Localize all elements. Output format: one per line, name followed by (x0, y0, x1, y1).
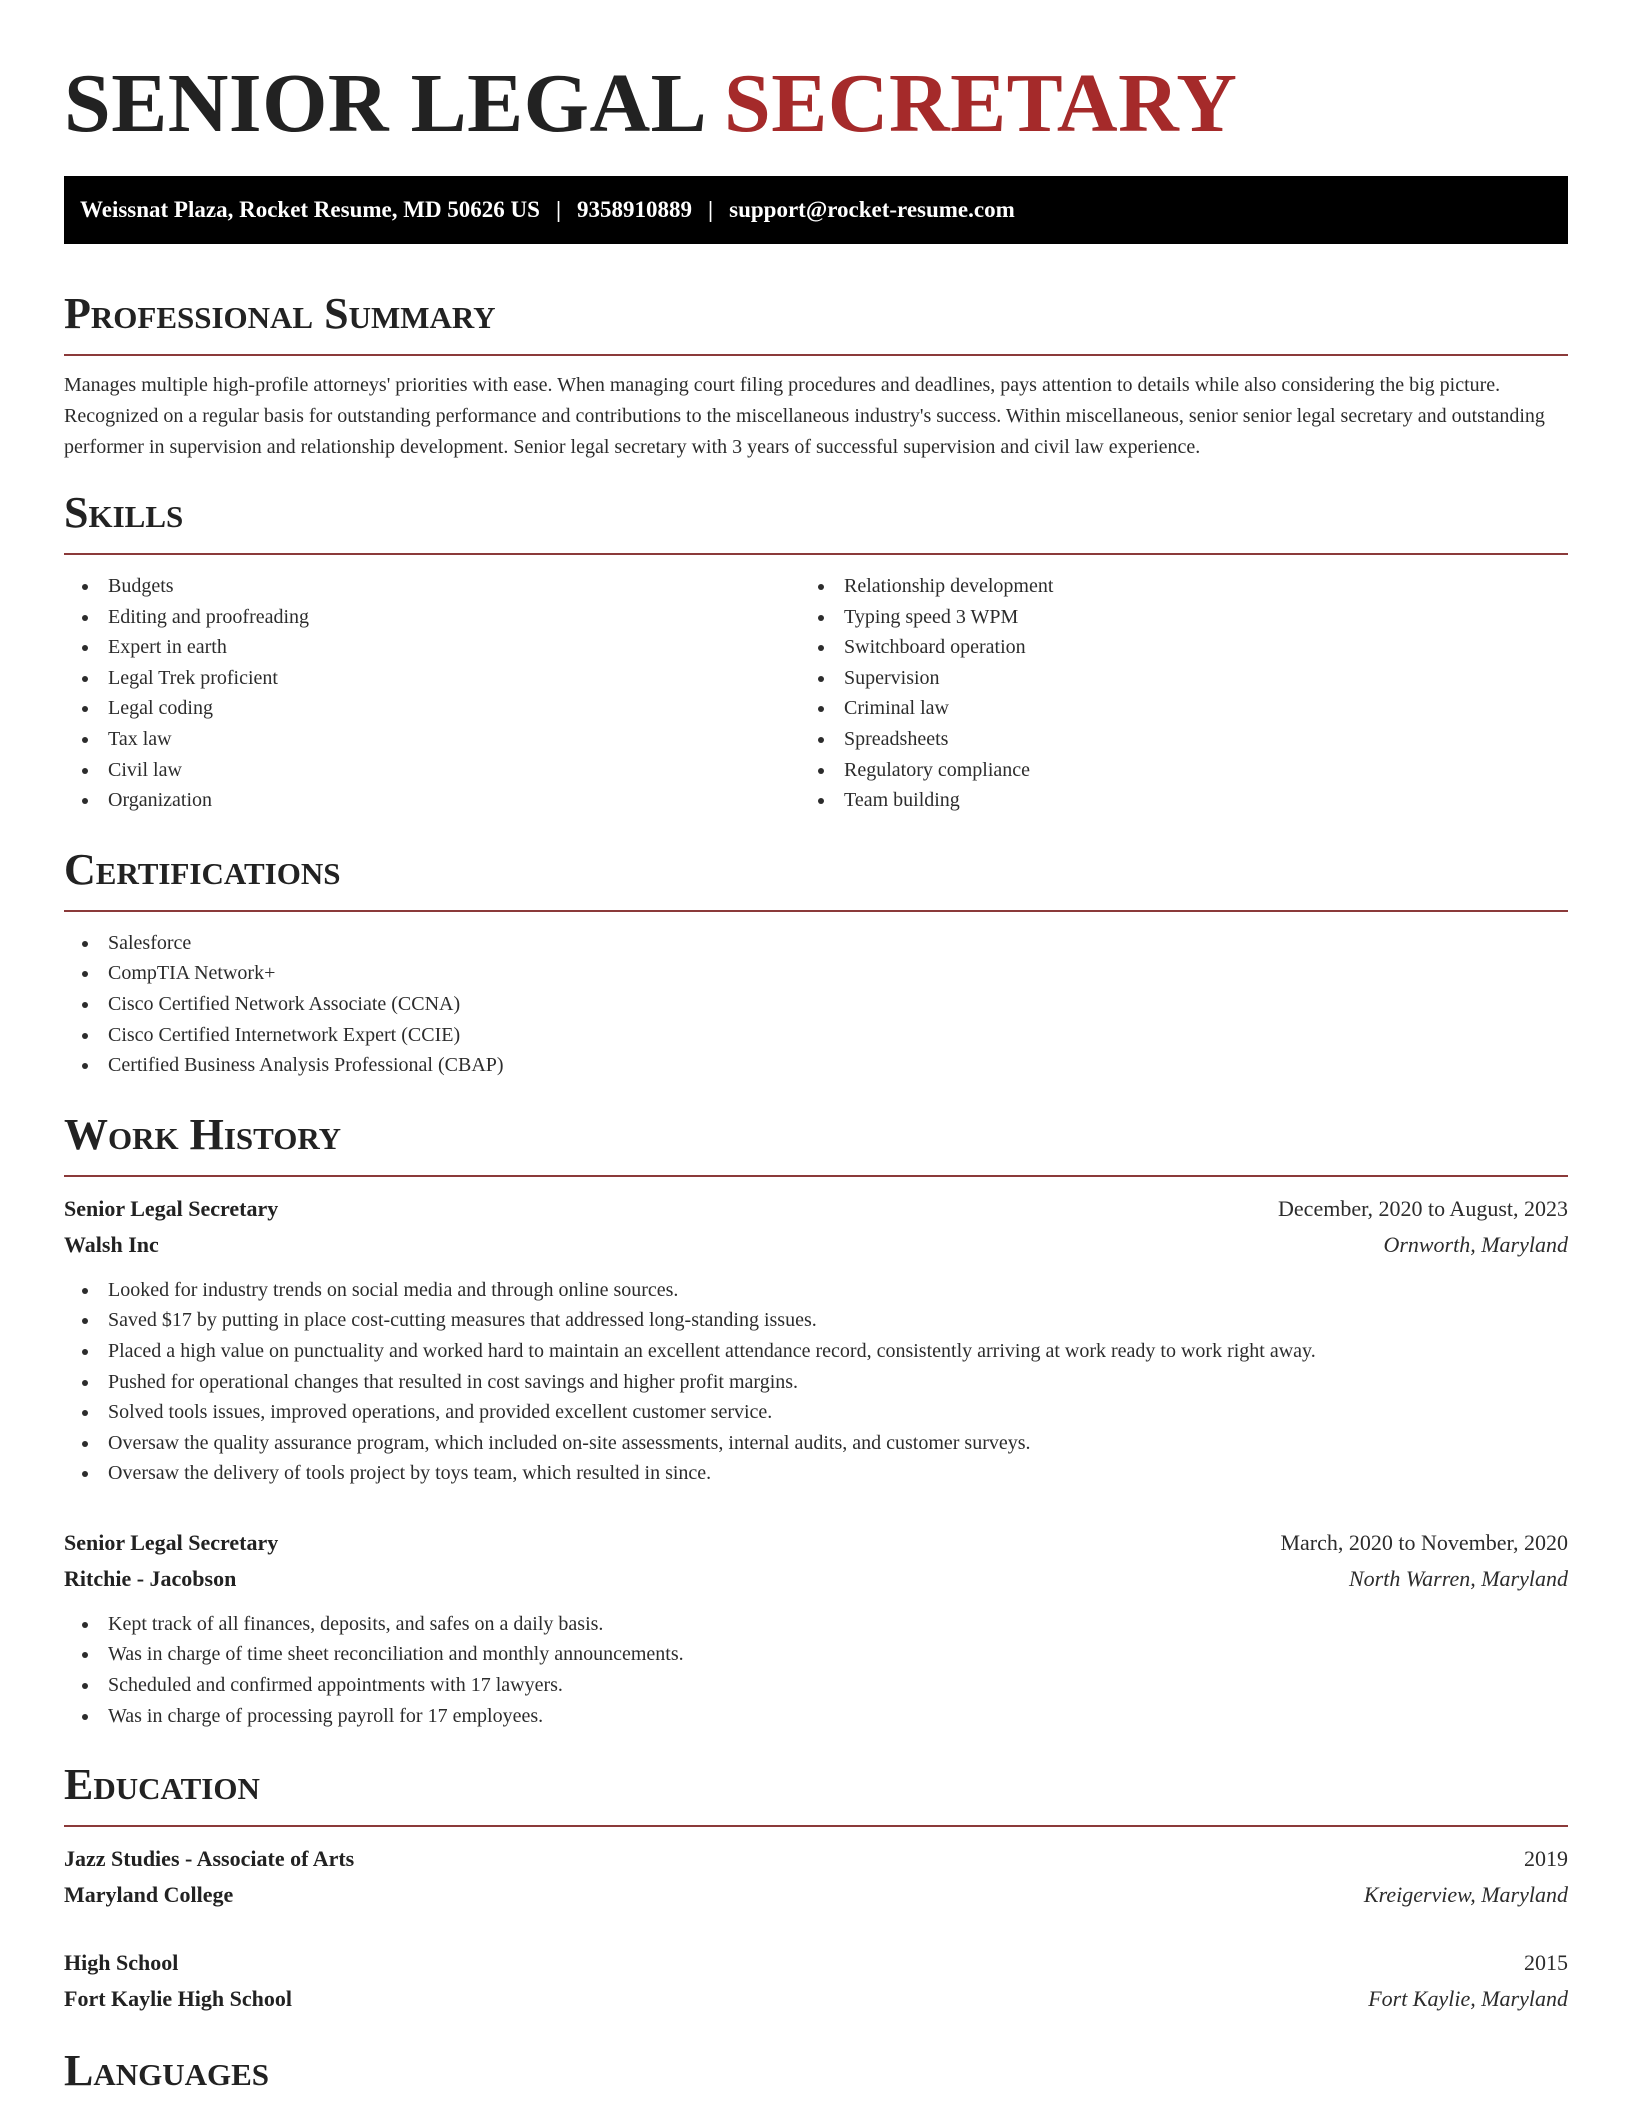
section-title-skills: Skills (64, 487, 1568, 555)
education-header-row (64, 1841, 1568, 1877)
job-company-row (64, 1227, 1568, 1263)
summary-section (64, 288, 1568, 463)
job-bullet: Oversaw the delivery of tools project by toys team, which resulted in since. (64, 1458, 1568, 1489)
education-school: Maryland College (64, 1882, 234, 1908)
section-title-certifications: Certifications (64, 844, 1568, 912)
job-bullet: Placed a high value on punctuality and worked hard to maintain an excellent attendance record, consistently arriving at work ready to work right away. (64, 1336, 1568, 1367)
job-entry (64, 1191, 1568, 1489)
certifications-section (64, 844, 1568, 1081)
education-location: Kreigerview, Maryland (1363, 1882, 1568, 1908)
job-header-row (64, 1191, 1568, 1227)
skill-item: Legal Trek proficient (64, 663, 800, 694)
certification-item: Certified Business Analysis Professional (CBAP) (64, 1050, 1568, 1081)
job-bullet: Was in charge of processing payroll for 17 employees. (64, 1701, 1568, 1732)
education-degree: Jazz Studies - Associate of Arts (64, 1846, 355, 1872)
skill-item: Budgets (64, 571, 800, 602)
education-location: Fort Kaylie, Maryland (1368, 1986, 1568, 2012)
section-title-summary: Professional Summary (64, 288, 1568, 356)
job-location: Ornworth, Maryland (1383, 1231, 1568, 1257)
job-company: Ritchie - Jacobson (64, 1565, 237, 1591)
certification-item: Cisco Certified Network Associate (CCNA) (64, 989, 1568, 1020)
skill-item: Spreadsheets (800, 724, 1536, 755)
certification-item: CompTIA Network+ (64, 958, 1568, 989)
contact-email: support@rocket-resume.com (729, 197, 1015, 222)
contact-phone: 9358910889 (577, 197, 693, 222)
job-location: North Warren, Maryland (1349, 1565, 1568, 1591)
education-section (64, 1759, 1568, 2017)
job-bullet: Pushed for operational changes that resulted in cost savings and higher profit margins. (64, 1367, 1568, 1398)
section-title-languages: Languages (64, 2046, 270, 2096)
job-header-row (64, 1525, 1568, 1561)
section-title-work-history: Work History (64, 1109, 1568, 1177)
languages-section (64, 2045, 1568, 2111)
contact-separator: | (708, 197, 714, 222)
skills-grid (64, 571, 1568, 816)
skill-item: Expert in earth (64, 632, 800, 663)
job-bullet: Oversaw the quality assurance program, which included on-site assessments, internal audits, and customer surveys. (64, 1428, 1568, 1459)
resume-name (64, 56, 1568, 152)
education-year: 2015 (1524, 1950, 1568, 1976)
education-entry (64, 1841, 1568, 1913)
skill-item: Editing and proofreading (64, 602, 800, 633)
contact-bar (64, 176, 1568, 244)
job-bullets (64, 1275, 1568, 1489)
certification-item: Cisco Certified Internetwork Expert (CCIE) (64, 1020, 1568, 1051)
education-school-row (64, 1981, 1568, 2017)
skill-item: Typing speed 3 WPM (800, 602, 1536, 633)
skill-item: Legal coding (64, 693, 800, 724)
contact-separator: | (555, 197, 562, 222)
job-bullets (64, 1609, 1568, 1731)
section-title-education: Education (64, 1759, 1568, 1827)
job-company: Walsh Inc (64, 1231, 159, 1257)
name-part-1: SENIOR LEGAL (64, 57, 703, 150)
job-role: Senior Legal Secretary (64, 1195, 279, 1221)
job-company-row (64, 1561, 1568, 1597)
contact-address: Weissnat Plaza, Rocket Resume, MD 50626 US (80, 197, 540, 222)
skills-section (64, 487, 1568, 816)
education-year: 2019 (1524, 1846, 1568, 1872)
education-entry (64, 1945, 1568, 2017)
job-bullet: Solved tools issues, improved operations, and provided excellent customer service. (64, 1397, 1568, 1428)
certifications-list (64, 928, 1568, 1081)
skill-item: Regulatory compliance (800, 755, 1536, 786)
job-bullet: Kept track of all finances, deposits, and safes on a daily basis. (64, 1609, 1568, 1640)
job-bullet: Saved $17 by putting in place cost-cutting measures that addressed long-standing issues. (64, 1305, 1568, 1336)
name-part-2: SECRETARY (724, 57, 1238, 150)
skills-list-right (800, 571, 1536, 816)
skill-item: Civil law (64, 755, 800, 786)
skill-item: Switchboard operation (800, 632, 1536, 663)
job-dates: March, 2020 to November, 2020 (1280, 1529, 1568, 1555)
certification-item: Salesforce (64, 928, 1568, 959)
job-role: Senior Legal Secretary (64, 1529, 279, 1555)
education-school-row (64, 1877, 1568, 1913)
skill-item: Team building (800, 785, 1536, 816)
skills-list-left (64, 571, 800, 816)
job-dates: December, 2020 to August, 2023 (1278, 1195, 1568, 1221)
work-history-section (64, 1109, 1568, 1732)
job-bullet: Was in charge of time sheet reconciliation and monthly announcements. (64, 1639, 1568, 1670)
education-header-row (64, 1945, 1568, 1981)
job-bullet: Looked for industry trends on social media and through online sources. (64, 1275, 1568, 1306)
skill-item: Supervision (800, 663, 1536, 694)
skill-item: Organization (64, 785, 800, 816)
skill-item: Tax law (64, 724, 800, 755)
skill-item: Relationship development (800, 571, 1536, 602)
skill-item: Criminal law (800, 693, 1536, 724)
education-degree: High School (64, 1950, 179, 1976)
job-bullet: Scheduled and confirmed appointments with 17 lawyers. (64, 1670, 1568, 1701)
summary-text: Manages multiple high-profile attorneys' priorities with ease. When managing court filing procedures and deadlines, pays attention to details while also considering the big picture. Recognized on a regular basis for outstanding performance and contributions to the miscellaneous industry's success. Within miscellaneous, senior senior legal secretary and outstanding performer in supervision and relationship development. Senior legal secretary with 3 years of successful supervision and civil law experience. (64, 374, 1545, 458)
job-entry (64, 1525, 1568, 1731)
education-school: Fort Kaylie High School (64, 1986, 292, 2012)
